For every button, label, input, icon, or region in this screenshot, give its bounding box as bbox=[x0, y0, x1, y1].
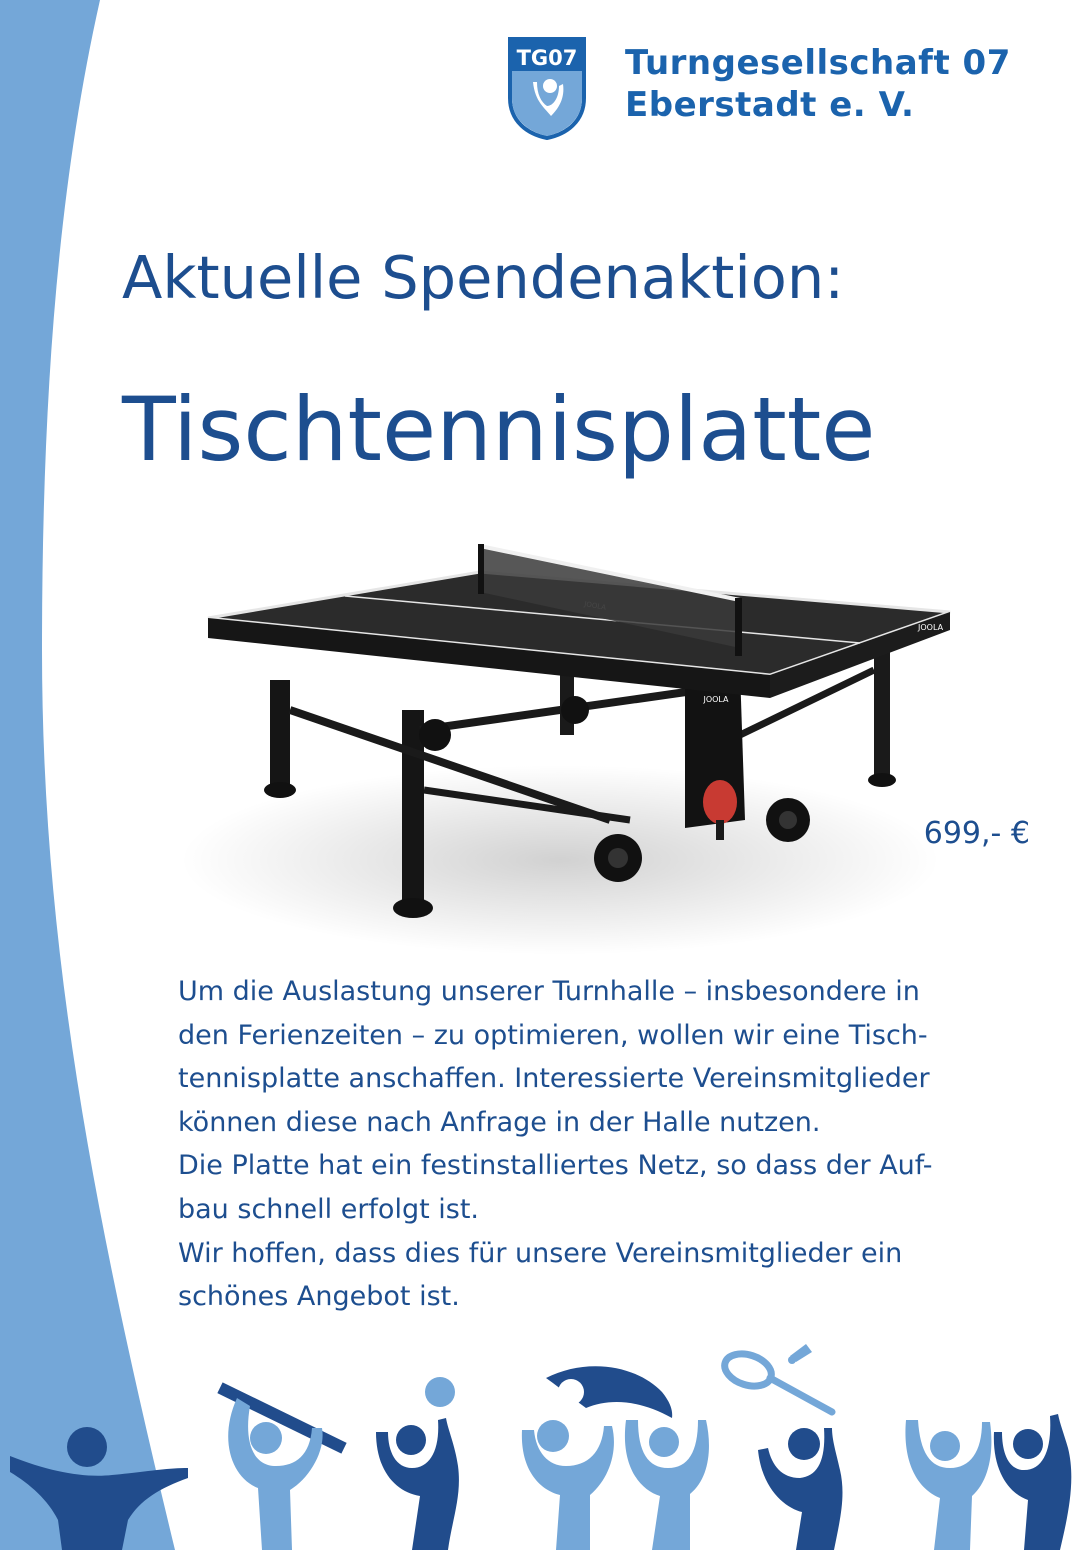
description-line: schönes Angebot ist. bbox=[178, 1281, 460, 1313]
brand-mark-front: JOOLA bbox=[274, 657, 301, 669]
description-line: bau schnell erfolgt ist. bbox=[178, 1193, 479, 1225]
tg07-logo bbox=[507, 36, 587, 140]
left-wave-shape bbox=[0, 0, 175, 1550]
figure-person-3 bbox=[376, 1377, 459, 1550]
page-title: Tischtennisplatte bbox=[122, 378, 876, 481]
table-tennis-table-image bbox=[180, 530, 980, 960]
description-line: tennisplatte anschaffen. Interessierte Vereinsmitglieder bbox=[178, 1063, 930, 1095]
description-line: können diese nach Anfrage in der Halle nutzen. bbox=[178, 1106, 821, 1138]
figure-person-4 bbox=[522, 1366, 672, 1550]
description-line: Die Platte hat ein festinstalliertes Netz, so dass der Auf- bbox=[178, 1150, 933, 1182]
price-label: 699,- € bbox=[923, 816, 1030, 851]
figure-person-6 bbox=[721, 1344, 843, 1550]
headline: Aktuelle Spendenaktion: bbox=[122, 243, 845, 312]
description bbox=[178, 970, 1038, 1319]
logo-text: TG07 bbox=[516, 46, 578, 70]
org-name-line-1: Turngesellschaft 07 bbox=[625, 43, 1011, 83]
description-line: Um die Auslastung unserer Turnhalle – insbesondere in bbox=[178, 976, 920, 1007]
figure-person-7 bbox=[905, 1414, 1071, 1550]
brand-mark-post: JOOLA bbox=[703, 695, 729, 704]
org-name bbox=[625, 42, 1011, 126]
description-line: Wir hoffen, dass dies für unsere Vereinsmitglieder ein bbox=[178, 1237, 903, 1269]
description-line: den Ferienzeiten – zu optimieren, wollen wir eine Tisch- bbox=[178, 1019, 928, 1051]
figure-person-5 bbox=[625, 1420, 709, 1550]
brand-mark-right: JOOLA bbox=[918, 623, 944, 632]
org-name-line-2: Eberstadt e. V. bbox=[625, 85, 915, 125]
figure-person-2 bbox=[217, 1382, 346, 1550]
